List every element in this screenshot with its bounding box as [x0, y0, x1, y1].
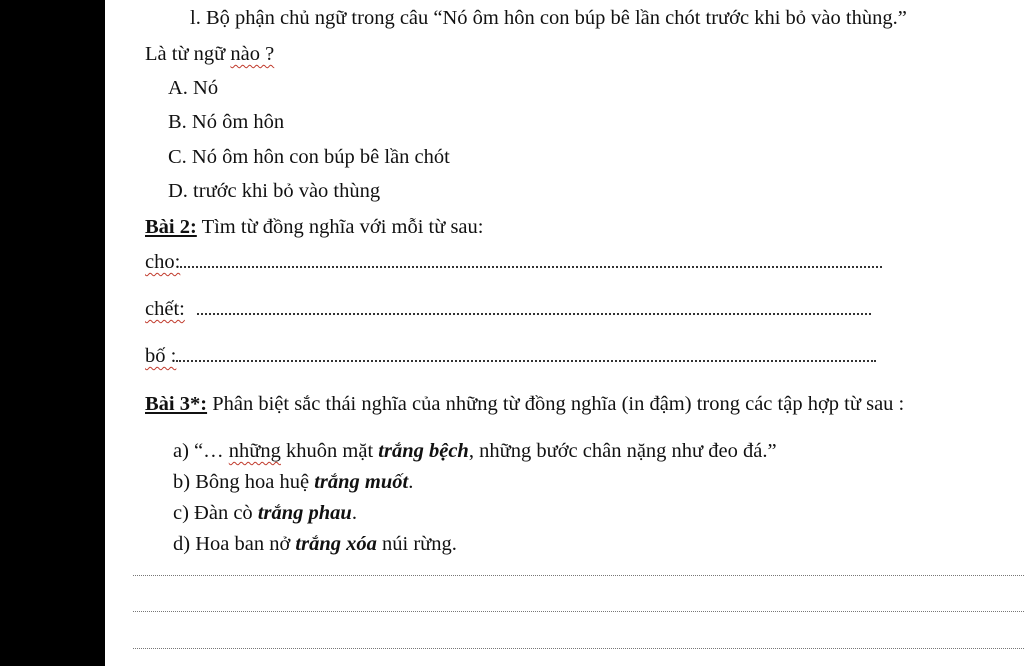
answer-line-2[interactable]: [133, 611, 1024, 612]
word-cho-row: [145, 252, 882, 273]
answer-blank-cho[interactable]: [180, 265, 882, 268]
answer-blank-chet[interactable]: [197, 312, 871, 315]
item-c-bold-word: trắng phau: [257, 502, 352, 524]
item-d-bold-word: trắng xóa: [295, 533, 377, 555]
item-a-prefix: a) “…: [173, 440, 229, 462]
answer-line-3[interactable]: [133, 648, 1024, 649]
exercise-3-text: Phân biệt sắc thái nghĩa của những từ đồng nghĩa (in đậm) trong các tập hợp từ sau :: [207, 393, 905, 415]
item-a-squiggle-word: những: [228, 440, 281, 462]
subtitle-squiggle-word: nào ?: [230, 43, 275, 65]
exercise-2-text: Tìm từ đồng nghĩa với mỗi từ sau:: [196, 216, 484, 238]
item-a: [173, 441, 777, 462]
option-a: A. Nó: [168, 77, 219, 99]
exercise-2-heading: [145, 217, 483, 238]
item-b: [173, 472, 413, 493]
answer-blank-bo[interactable]: [176, 359, 876, 362]
item-b-suffix: .: [408, 471, 414, 493]
item-b-prefix: b) Bông hoa huệ: [173, 471, 315, 493]
question-1-subtitle: [145, 44, 274, 65]
word-bo-row: [145, 346, 876, 367]
exercise-3-heading: [145, 394, 904, 415]
item-a-bold-word: trắng bệch: [378, 440, 469, 462]
item-d-suffix: núi rừng.: [376, 533, 457, 555]
exercise-3-label: Bài 3*:: [145, 393, 208, 415]
question-1-title: l. Bộ phận chủ ngữ trong câu “Nó ôm hôn con búp bê lần chót trước khi bỏ vào thùng.”: [190, 7, 907, 29]
answer-line-1[interactable]: [133, 575, 1024, 576]
item-a-mid: khuôn mặt: [280, 440, 379, 462]
item-c: [173, 503, 357, 524]
word-bo: bố :: [145, 345, 177, 367]
exercise-2-label: Bài 2:: [145, 216, 197, 238]
word-cho: cho:: [145, 251, 181, 273]
item-c-suffix: .: [351, 502, 357, 524]
item-a-suffix: , những bước chân nặng như đeo đá.”: [468, 440, 777, 462]
word-chet: chết:: [145, 298, 185, 320]
item-d-prefix: d) Hoa ban nở: [173, 533, 296, 555]
item-b-bold-word: trắng muốt: [314, 471, 409, 493]
word-chet-row: [145, 299, 871, 320]
item-c-prefix: c) Đàn cò: [173, 502, 258, 524]
option-c: C. Nó ôm hôn con búp bê lần chót: [168, 146, 450, 168]
option-d: D. trước khi bỏ vào thùng: [168, 180, 381, 202]
item-d: [173, 534, 457, 555]
document-page: [105, 0, 1024, 666]
subtitle-text: Là từ ngữ: [145, 43, 231, 65]
option-b: B. Nó ôm hôn: [168, 111, 285, 133]
